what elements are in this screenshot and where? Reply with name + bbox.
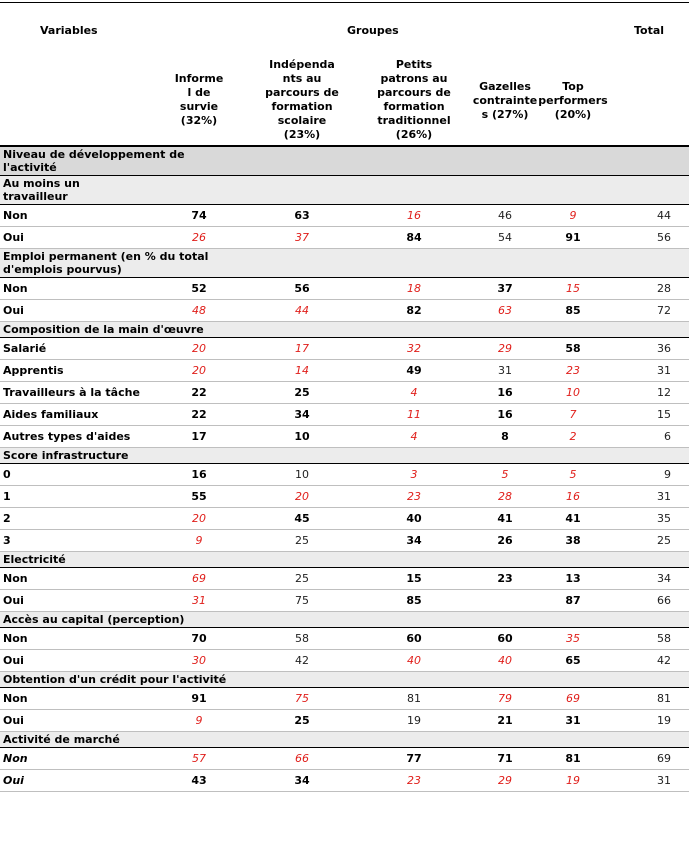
- table-row: [0, 770, 689, 792]
- group-value-cell: 20: [192, 512, 206, 525]
- row-label: Aides familiaux: [3, 408, 99, 421]
- table-row: [0, 650, 689, 672]
- group-value-cell: 37: [295, 231, 309, 244]
- group-value-cell: 60: [497, 632, 513, 645]
- group-header-line: Informe: [174, 72, 224, 85]
- section-title-line: Accès au capital (perception): [3, 613, 185, 626]
- group-value-cell: 44: [295, 304, 309, 317]
- row-label: Oui: [3, 714, 24, 727]
- row-label: 3: [3, 534, 11, 547]
- group-value-cell: 29: [498, 342, 512, 355]
- group-value-cell: 77: [406, 752, 422, 765]
- group-value-cell: 57: [192, 752, 206, 765]
- total-value-cell: 31: [657, 364, 671, 377]
- section-title-line: Au moins un: [3, 177, 80, 190]
- group-value-cell: 35: [566, 632, 580, 645]
- group-value-cell: 17: [295, 342, 309, 355]
- total-header: Total: [634, 24, 665, 37]
- section-header: [0, 176, 689, 205]
- section-title-line: Emploi permanent (en % du total: [3, 250, 209, 263]
- row-label: Apprentis: [3, 364, 64, 377]
- group-value-cell: 20: [192, 364, 206, 377]
- row-label: Non: [3, 692, 28, 705]
- group-value-cell: 58: [295, 632, 309, 645]
- total-value-cell: 36: [657, 342, 671, 355]
- group-value-cell: 41: [565, 512, 581, 525]
- total-value-cell: 31: [657, 490, 671, 503]
- table-row: [0, 338, 689, 360]
- group-value-cell: 48: [192, 304, 206, 317]
- group-value-cell: 79: [498, 692, 512, 705]
- group-value-cell: 46: [498, 209, 512, 222]
- group-value-cell: 43: [191, 774, 207, 787]
- group-value-cell: 91: [565, 231, 581, 244]
- group-value-cell: 63: [498, 304, 512, 317]
- group-header-line: Petits: [395, 58, 433, 71]
- group-value-cell: 25: [294, 386, 310, 399]
- group-value-cell: 19: [407, 714, 421, 727]
- group-value-cell: 34: [294, 774, 310, 787]
- group-value-cell: 22: [191, 408, 207, 421]
- group-value-cell: 49: [406, 364, 422, 377]
- row-label: Salarié: [3, 342, 47, 355]
- section-title-line: l'activité: [3, 161, 57, 174]
- group-value-cell: 42: [295, 654, 309, 667]
- total-value-cell: 6: [664, 430, 671, 443]
- group-value-cell: 20: [192, 342, 206, 355]
- group-value-cell: 17: [191, 430, 207, 443]
- group-value-cell: 41: [497, 512, 513, 525]
- group-header-line: l de: [187, 86, 211, 99]
- group-value-cell: 22: [191, 386, 207, 399]
- section-header: [0, 249, 689, 278]
- total-value-cell: 44: [657, 209, 671, 222]
- group-value-cell: 8: [501, 430, 509, 443]
- row-label: Oui: [3, 774, 24, 787]
- group-header-line: s (27%): [481, 108, 529, 121]
- group-value-cell: 29: [498, 774, 512, 787]
- group-header-line: Indépenda: [269, 58, 335, 71]
- table-row: [0, 710, 689, 732]
- table-row: [0, 205, 689, 227]
- group-value-cell: 34: [406, 534, 422, 547]
- group-value-cell: 16: [497, 386, 513, 399]
- group-header-line: (20%): [554, 108, 592, 121]
- row-label: Non: [3, 632, 28, 645]
- group-value-cell: 30: [192, 654, 206, 667]
- group-value-cell: 4: [410, 386, 418, 399]
- group-value-cell: 75: [295, 594, 309, 607]
- table-row: [0, 464, 689, 486]
- row-label: 0: [3, 468, 11, 481]
- group-value-cell: 15: [566, 282, 580, 295]
- group-value-cell: 15: [406, 572, 422, 585]
- group-value-cell: 81: [565, 752, 581, 765]
- group-value-cell: 10: [294, 430, 310, 443]
- group-header-line: formation: [271, 100, 333, 113]
- group-header-line: patrons au: [380, 72, 448, 85]
- row-label: Non: [3, 752, 28, 765]
- group-value-cell: 85: [565, 304, 581, 317]
- table-row: [0, 628, 689, 650]
- table-row: [0, 530, 689, 552]
- section-header: [0, 672, 689, 688]
- section-header: [0, 146, 689, 176]
- total-value-cell: 9: [664, 468, 671, 481]
- group-value-cell: 70: [191, 632, 207, 645]
- group-value-cell: 23: [497, 572, 513, 585]
- group-value-cell: 85: [406, 594, 422, 607]
- group-header-line: (32%): [180, 114, 218, 127]
- row-label: 1: [3, 490, 11, 503]
- group-value-cell: 69: [192, 572, 206, 585]
- row-label: Non: [3, 209, 28, 222]
- total-value-cell: 19: [657, 714, 671, 727]
- group-value-cell: 10: [566, 386, 580, 399]
- row-label: 2: [3, 512, 11, 525]
- total-value-cell: 25: [657, 534, 671, 547]
- group-value-cell: 63: [294, 209, 310, 222]
- group-header-5: [528, 80, 618, 122]
- table-body: [0, 146, 689, 792]
- table-row: [0, 426, 689, 448]
- group-header-1: [154, 72, 244, 128]
- group-value-cell: 56: [294, 282, 310, 295]
- group-header-line: traditionnel: [377, 114, 451, 127]
- row-label: Oui: [3, 304, 24, 317]
- total-value-cell: 81: [657, 692, 671, 705]
- section-title-line: Obtention d'un crédit pour l'activité: [3, 673, 227, 686]
- row-label: Oui: [3, 654, 24, 667]
- group-value-cell: 13: [565, 572, 581, 585]
- group-value-cell: 37: [497, 282, 513, 295]
- table-row: [0, 227, 689, 249]
- section-header: [0, 612, 689, 628]
- group-header-line: (26%): [395, 128, 433, 141]
- group-value-cell: 69: [566, 692, 580, 705]
- total-value-cell: 31: [657, 774, 671, 787]
- group-value-cell: 19: [566, 774, 580, 787]
- total-value-cell: 12: [657, 386, 671, 399]
- table-row: [0, 300, 689, 322]
- section-title-line: Score infrastructure: [3, 449, 129, 462]
- group-header-line: nts au: [282, 72, 322, 85]
- group-value-cell: 3: [410, 468, 418, 481]
- group-value-cell: 32: [407, 342, 421, 355]
- group-value-cell: 54: [498, 231, 512, 244]
- group-header-line: parcours de: [377, 86, 451, 99]
- group-value-cell: 2: [569, 430, 577, 443]
- section-title-line: Composition de la main d'œuvre: [3, 323, 204, 336]
- row-label: Travailleurs à la tâche: [3, 386, 140, 399]
- group-header-3: [369, 58, 459, 142]
- group-value-cell: 91: [191, 692, 207, 705]
- section-title-line: Electricité: [3, 553, 66, 566]
- group-value-cell: 40: [406, 512, 422, 525]
- group-value-cell: 58: [565, 342, 581, 355]
- group-value-cell: 25: [294, 714, 310, 727]
- total-value-cell: 34: [657, 572, 671, 585]
- group-value-cell: 16: [566, 490, 580, 503]
- group-value-cell: 60: [406, 632, 422, 645]
- group-value-cell: 75: [295, 692, 309, 705]
- variables-header: Variables: [40, 24, 98, 37]
- row-label: Non: [3, 572, 28, 585]
- group-value-cell: 25: [295, 572, 309, 585]
- table-row: [0, 360, 689, 382]
- group-header-line: formation: [383, 100, 445, 113]
- group-value-cell: 38: [565, 534, 581, 547]
- group-value-cell: 23: [407, 774, 421, 787]
- group-value-cell: 21: [497, 714, 513, 727]
- total-value-cell: 42: [657, 654, 671, 667]
- group-value-cell: 45: [294, 512, 310, 525]
- group-value-cell: 7: [569, 408, 577, 421]
- table-top-border: [0, 2, 689, 3]
- table-row: [0, 568, 689, 590]
- group-value-cell: 16: [407, 209, 421, 222]
- group-value-cell: 55: [191, 490, 207, 503]
- table-row: [0, 486, 689, 508]
- section-header: [0, 732, 689, 748]
- group-value-cell: 25: [295, 534, 309, 547]
- group-value-cell: 16: [191, 468, 207, 481]
- section-title-line: travailleur: [3, 190, 68, 203]
- group-value-cell: 74: [191, 209, 207, 222]
- table-row: [0, 508, 689, 530]
- group-header-line: survie: [179, 100, 219, 113]
- total-value-cell: 56: [657, 231, 671, 244]
- total-value-cell: 58: [657, 632, 671, 645]
- group-value-cell: 23: [566, 364, 580, 377]
- group-value-cell: 4: [410, 430, 418, 443]
- row-label: Oui: [3, 594, 24, 607]
- total-value-cell: 66: [657, 594, 671, 607]
- group-value-cell: 82: [406, 304, 422, 317]
- section-header: [0, 552, 689, 568]
- group-value-cell: 5: [569, 468, 577, 481]
- group-value-cell: 34: [294, 408, 310, 421]
- group-header-line: Gazelles: [479, 80, 531, 93]
- group-value-cell: 87: [565, 594, 581, 607]
- section-title-line: Niveau de développement de: [3, 148, 185, 161]
- group-value-cell: 65: [565, 654, 581, 667]
- table-row: [0, 404, 689, 426]
- group-header-line: scolaire: [277, 114, 327, 127]
- group-value-cell: 18: [407, 282, 421, 295]
- section-title-line: d'emplois pourvus): [3, 263, 122, 276]
- group-header-line: (23%): [283, 128, 321, 141]
- total-value-cell: 72: [657, 304, 671, 317]
- group-header-line: contrainte: [472, 94, 538, 107]
- group-value-cell: 9: [195, 534, 203, 547]
- section-header: [0, 448, 689, 464]
- group-value-cell: 40: [498, 654, 512, 667]
- group-value-cell: 16: [497, 408, 513, 421]
- table-row: [0, 278, 689, 300]
- group-value-cell: 52: [191, 282, 207, 295]
- group-value-cell: 71: [497, 752, 513, 765]
- group-value-cell: 84: [406, 231, 422, 244]
- group-value-cell: 26: [497, 534, 513, 547]
- group-value-cell: 28: [498, 490, 512, 503]
- row-label: Non: [3, 282, 28, 295]
- group-value-cell: 31: [192, 594, 206, 607]
- group-value-cell: 10: [295, 468, 309, 481]
- group-header-line: Top: [562, 80, 584, 93]
- table-row: [0, 590, 689, 612]
- group-value-cell: 20: [295, 490, 309, 503]
- group-value-cell: 31: [498, 364, 512, 377]
- group-value-cell: 31: [565, 714, 581, 727]
- groupes-header: Groupes: [347, 24, 399, 37]
- section-header: [0, 322, 689, 338]
- group-value-cell: 40: [407, 654, 421, 667]
- row-label: Autres types d'aides: [3, 430, 131, 443]
- group-header-line: parcours de: [265, 86, 339, 99]
- group-value-cell: 23: [407, 490, 421, 503]
- group-value-cell: 66: [295, 752, 309, 765]
- group-value-cell: 5: [501, 468, 509, 481]
- group-value-cell: 11: [407, 408, 421, 421]
- table-row: [0, 748, 689, 770]
- group-value-cell: 26: [192, 231, 206, 244]
- total-value-cell: 28: [657, 282, 671, 295]
- total-value-cell: 69: [657, 752, 671, 765]
- group-value-cell: 9: [195, 714, 203, 727]
- total-value-cell: 15: [657, 408, 671, 421]
- group-header-2: [257, 58, 347, 142]
- row-label: Oui: [3, 231, 24, 244]
- group-value-cell: 81: [407, 692, 421, 705]
- table-row: [0, 688, 689, 710]
- group-header-line: performers: [538, 94, 608, 107]
- group-value-cell: 14: [295, 364, 309, 377]
- section-title-line: Activité de marché: [3, 733, 120, 746]
- total-value-cell: 35: [657, 512, 671, 525]
- group-value-cell: 9: [569, 209, 577, 222]
- table-row: [0, 382, 689, 404]
